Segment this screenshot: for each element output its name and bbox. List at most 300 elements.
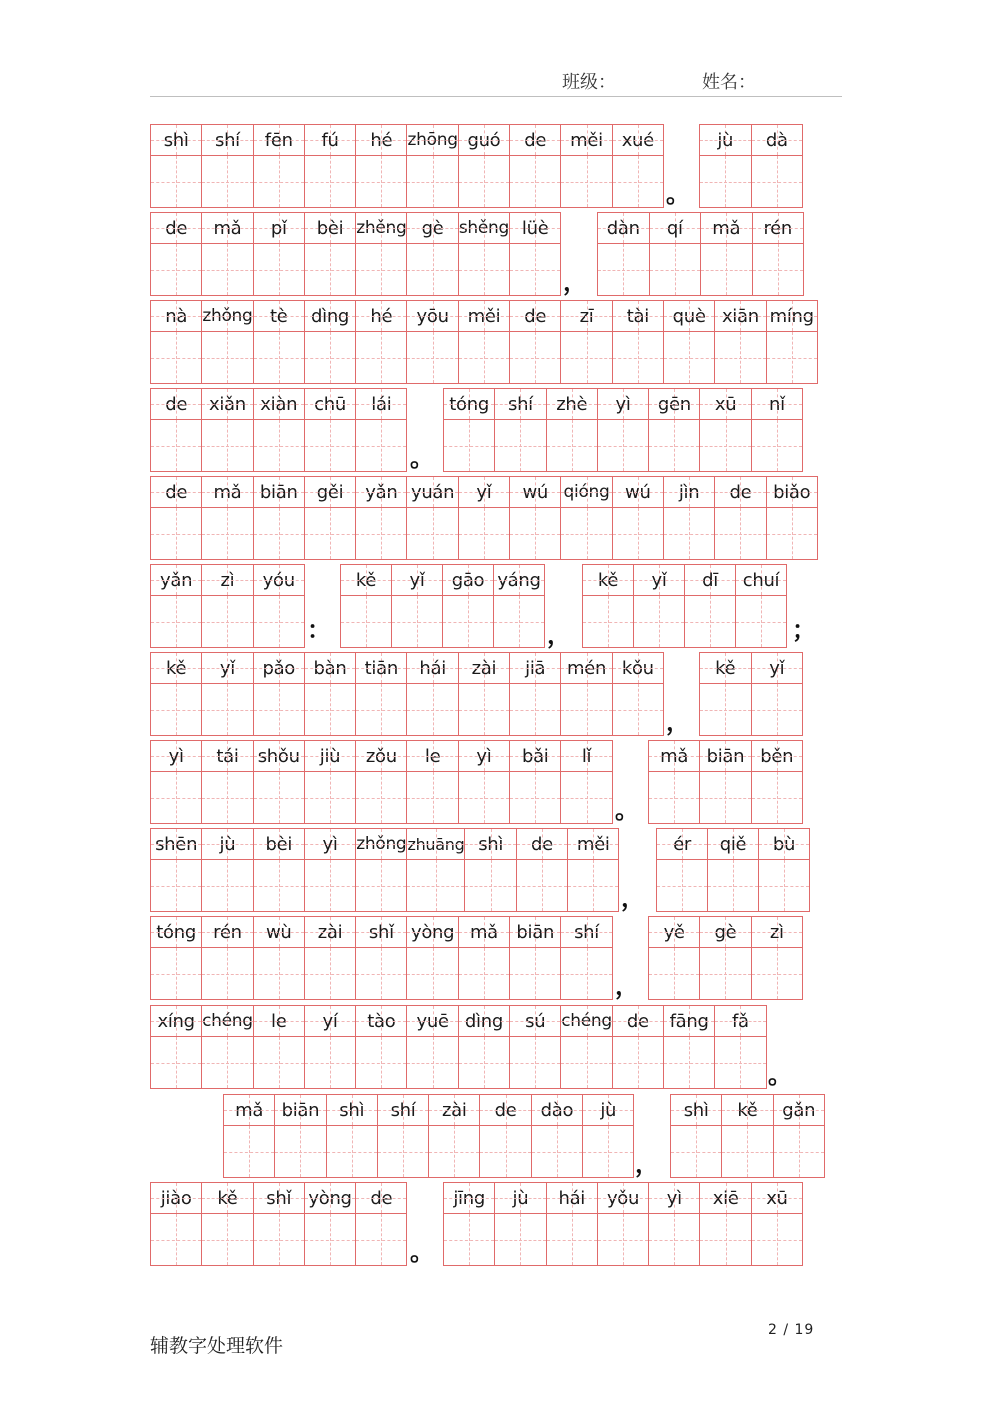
writing-cell[interactable] bbox=[560, 476, 612, 560]
writing-cell[interactable] bbox=[699, 124, 752, 208]
hanzi-box[interactable] bbox=[356, 1213, 406, 1265]
writing-cell[interactable] bbox=[304, 212, 356, 296]
writing-cell[interactable] bbox=[479, 1094, 531, 1178]
hanzi-box[interactable] bbox=[202, 595, 252, 647]
writing-cell[interactable] bbox=[150, 916, 202, 1000]
writing-cell[interactable] bbox=[582, 564, 634, 648]
hanzi-box[interactable] bbox=[202, 947, 252, 999]
writing-cell[interactable] bbox=[458, 476, 510, 560]
hanzi-box[interactable] bbox=[767, 331, 817, 383]
hanzi-box[interactable] bbox=[254, 859, 304, 911]
writing-cell[interactable] bbox=[509, 124, 561, 208]
hanzi-box[interactable] bbox=[561, 507, 611, 559]
writing-cell[interactable] bbox=[150, 212, 202, 296]
writing-cell[interactable] bbox=[493, 564, 545, 648]
writing-cell[interactable] bbox=[458, 916, 510, 1000]
hanzi-box[interactable] bbox=[767, 507, 817, 559]
writing-cell[interactable] bbox=[201, 388, 253, 472]
hanzi-box[interactable] bbox=[202, 1036, 252, 1088]
writing-cell[interactable] bbox=[201, 564, 253, 648]
hanzi-box[interactable] bbox=[392, 595, 442, 647]
hanzi-box[interactable] bbox=[356, 947, 406, 999]
hanzi-box[interactable] bbox=[254, 331, 304, 383]
hanzi-box[interactable] bbox=[547, 419, 597, 471]
hanzi-box[interactable] bbox=[583, 1125, 633, 1177]
hanzi-box[interactable] bbox=[459, 1036, 509, 1088]
hanzi-box[interactable] bbox=[510, 507, 560, 559]
hanzi-box[interactable] bbox=[671, 1125, 721, 1177]
writing-cell[interactable] bbox=[766, 476, 818, 560]
writing-cell[interactable] bbox=[377, 1094, 429, 1178]
writing-cell[interactable] bbox=[201, 1182, 253, 1266]
writing-cell[interactable] bbox=[201, 652, 253, 736]
hanzi-box[interactable] bbox=[649, 1213, 699, 1265]
hanzi-box[interactable] bbox=[407, 683, 457, 735]
writing-cell[interactable] bbox=[735, 564, 787, 648]
hanzi-box[interactable] bbox=[151, 859, 201, 911]
writing-cell[interactable] bbox=[406, 1005, 458, 1089]
hanzi-box[interactable] bbox=[151, 1213, 201, 1265]
hanzi-box[interactable] bbox=[753, 243, 804, 295]
writing-cell[interactable] bbox=[150, 564, 202, 648]
writing-cell[interactable] bbox=[150, 476, 202, 560]
writing-cell[interactable] bbox=[304, 916, 356, 1000]
writing-cell[interactable] bbox=[304, 1182, 356, 1266]
hanzi-box[interactable] bbox=[495, 419, 545, 471]
hanzi-box[interactable] bbox=[752, 419, 802, 471]
writing-cell[interactable] bbox=[253, 212, 305, 296]
writing-cell[interactable] bbox=[355, 1005, 407, 1089]
writing-cell[interactable] bbox=[648, 916, 700, 1000]
hanzi-box[interactable] bbox=[700, 419, 750, 471]
writing-cell[interactable] bbox=[714, 1005, 766, 1089]
hanzi-box[interactable] bbox=[701, 243, 752, 295]
writing-cell[interactable] bbox=[355, 652, 407, 736]
hanzi-box[interactable] bbox=[613, 683, 663, 735]
hanzi-box[interactable] bbox=[517, 859, 567, 911]
hanzi-box[interactable] bbox=[510, 155, 560, 207]
hanzi-box[interactable] bbox=[613, 331, 663, 383]
hanzi-box[interactable] bbox=[583, 595, 633, 647]
writing-cell[interactable] bbox=[355, 300, 407, 384]
hanzi-box[interactable] bbox=[202, 155, 252, 207]
hanzi-box[interactable] bbox=[561, 1036, 611, 1088]
writing-cell[interactable] bbox=[150, 300, 202, 384]
writing-cell[interactable] bbox=[766, 300, 818, 384]
hanzi-box[interactable] bbox=[254, 595, 304, 647]
writing-cell[interactable] bbox=[304, 124, 356, 208]
hanzi-box[interactable] bbox=[407, 947, 457, 999]
writing-cell[interactable] bbox=[699, 740, 751, 824]
hanzi-box[interactable] bbox=[510, 1036, 560, 1088]
hanzi-box[interactable] bbox=[443, 595, 493, 647]
hanzi-box[interactable] bbox=[752, 947, 802, 999]
hanzi-box[interactable] bbox=[407, 507, 457, 559]
writing-cell[interactable] bbox=[355, 476, 407, 560]
writing-cell[interactable] bbox=[612, 1005, 664, 1089]
hanzi-box[interactable] bbox=[664, 331, 714, 383]
hanzi-box[interactable] bbox=[305, 683, 355, 735]
hanzi-box[interactable] bbox=[151, 683, 201, 735]
hanzi-box[interactable] bbox=[649, 947, 699, 999]
hanzi-box[interactable] bbox=[356, 859, 406, 911]
writing-cell[interactable] bbox=[304, 1005, 356, 1089]
writing-cell[interactable] bbox=[253, 1005, 305, 1089]
hanzi-box[interactable] bbox=[356, 243, 406, 295]
hanzi-box[interactable] bbox=[752, 1213, 802, 1265]
hanzi-box[interactable] bbox=[649, 771, 699, 823]
writing-cell[interactable] bbox=[150, 124, 202, 208]
hanzi-box[interactable] bbox=[480, 1125, 530, 1177]
writing-cell[interactable] bbox=[253, 476, 305, 560]
writing-cell[interactable] bbox=[560, 652, 612, 736]
hanzi-box[interactable] bbox=[613, 507, 663, 559]
writing-cell[interactable] bbox=[656, 828, 708, 912]
writing-cell[interactable] bbox=[458, 740, 510, 824]
writing-cell[interactable] bbox=[751, 1182, 803, 1266]
writing-cell[interactable] bbox=[253, 828, 305, 912]
hanzi-box[interactable] bbox=[202, 507, 252, 559]
hanzi-box[interactable] bbox=[327, 1125, 377, 1177]
writing-cell[interactable] bbox=[150, 388, 202, 472]
writing-cell[interactable] bbox=[464, 828, 516, 912]
writing-cell[interactable] bbox=[428, 1094, 480, 1178]
writing-cell[interactable] bbox=[223, 1094, 275, 1178]
writing-cell[interactable] bbox=[567, 828, 619, 912]
hanzi-box[interactable] bbox=[459, 771, 509, 823]
writing-cell[interactable] bbox=[304, 652, 356, 736]
hanzi-box[interactable] bbox=[305, 419, 355, 471]
hanzi-box[interactable] bbox=[356, 507, 406, 559]
hanzi-box[interactable] bbox=[510, 331, 560, 383]
hanzi-box[interactable] bbox=[151, 331, 201, 383]
hanzi-box[interactable] bbox=[700, 947, 750, 999]
writing-cell[interactable] bbox=[773, 1094, 825, 1178]
writing-cell[interactable] bbox=[648, 1182, 700, 1266]
hanzi-box[interactable] bbox=[151, 947, 201, 999]
writing-cell[interactable] bbox=[516, 828, 568, 912]
hanzi-box[interactable] bbox=[547, 1213, 597, 1265]
writing-cell[interactable] bbox=[509, 740, 561, 824]
hanzi-box[interactable] bbox=[407, 331, 457, 383]
writing-cell[interactable] bbox=[758, 828, 810, 912]
hanzi-box[interactable] bbox=[305, 1036, 355, 1088]
writing-cell[interactable] bbox=[560, 916, 612, 1000]
writing-cell[interactable] bbox=[751, 124, 804, 208]
writing-cell[interactable] bbox=[355, 740, 407, 824]
writing-cell[interactable] bbox=[752, 212, 805, 296]
writing-cell[interactable] bbox=[458, 300, 510, 384]
hanzi-box[interactable] bbox=[598, 419, 648, 471]
writing-cell[interactable] bbox=[150, 828, 202, 912]
writing-cell[interactable] bbox=[699, 652, 752, 736]
writing-cell[interactable] bbox=[406, 124, 458, 208]
hanzi-box[interactable] bbox=[722, 1125, 772, 1177]
hanzi-box[interactable] bbox=[202, 243, 252, 295]
hanzi-box[interactable] bbox=[254, 155, 304, 207]
writing-cell[interactable] bbox=[648, 740, 700, 824]
writing-cell[interactable] bbox=[253, 564, 305, 648]
writing-cell[interactable] bbox=[751, 652, 804, 736]
hanzi-box[interactable] bbox=[657, 859, 707, 911]
writing-cell[interactable] bbox=[509, 476, 561, 560]
writing-cell[interactable] bbox=[751, 916, 803, 1000]
hanzi-box[interactable] bbox=[202, 683, 252, 735]
writing-cell[interactable] bbox=[201, 300, 253, 384]
writing-cell[interactable] bbox=[509, 300, 561, 384]
writing-cell[interactable] bbox=[150, 740, 202, 824]
writing-cell[interactable] bbox=[340, 564, 392, 648]
writing-cell[interactable] bbox=[201, 212, 253, 296]
hanzi-box[interactable] bbox=[700, 1213, 750, 1265]
writing-cell[interactable] bbox=[304, 740, 356, 824]
writing-cell[interactable] bbox=[509, 1005, 561, 1089]
hanzi-box[interactable] bbox=[151, 243, 201, 295]
hanzi-box[interactable] bbox=[598, 1213, 648, 1265]
hanzi-box[interactable] bbox=[305, 947, 355, 999]
hanzi-box[interactable] bbox=[305, 243, 355, 295]
writing-cell[interactable] bbox=[560, 124, 612, 208]
writing-cell[interactable] bbox=[714, 300, 766, 384]
hanzi-box[interactable] bbox=[407, 771, 457, 823]
writing-cell[interactable] bbox=[663, 476, 715, 560]
hanzi-box[interactable] bbox=[407, 243, 457, 295]
hanzi-box[interactable] bbox=[202, 419, 252, 471]
hanzi-box[interactable] bbox=[459, 683, 509, 735]
writing-cell[interactable] bbox=[253, 124, 305, 208]
hanzi-box[interactable] bbox=[429, 1125, 479, 1177]
hanzi-box[interactable] bbox=[649, 419, 699, 471]
hanzi-box[interactable] bbox=[305, 771, 355, 823]
hanzi-box[interactable] bbox=[151, 507, 201, 559]
writing-cell[interactable] bbox=[406, 300, 458, 384]
writing-cell[interactable] bbox=[700, 212, 753, 296]
writing-cell[interactable] bbox=[560, 740, 612, 824]
writing-cell[interactable] bbox=[494, 1182, 546, 1266]
hanzi-box[interactable] bbox=[759, 859, 809, 911]
hanzi-box[interactable] bbox=[254, 947, 304, 999]
hanzi-box[interactable] bbox=[685, 595, 735, 647]
writing-cell[interactable] bbox=[714, 476, 766, 560]
writing-cell[interactable] bbox=[509, 212, 561, 296]
hanzi-box[interactable] bbox=[510, 771, 560, 823]
writing-cell[interactable] bbox=[597, 388, 649, 472]
hanzi-box[interactable] bbox=[254, 1036, 304, 1088]
writing-cell[interactable] bbox=[355, 124, 407, 208]
writing-cell[interactable] bbox=[721, 1094, 773, 1178]
writing-cell[interactable] bbox=[612, 652, 664, 736]
writing-cell[interactable] bbox=[458, 124, 510, 208]
hanzi-box[interactable] bbox=[715, 331, 765, 383]
writing-cell[interactable] bbox=[751, 740, 803, 824]
writing-cell[interactable] bbox=[699, 388, 751, 472]
hanzi-box[interactable] bbox=[664, 507, 714, 559]
writing-cell[interactable] bbox=[699, 1182, 751, 1266]
writing-cell[interactable] bbox=[253, 740, 305, 824]
writing-cell[interactable] bbox=[150, 652, 202, 736]
writing-cell[interactable] bbox=[201, 1005, 253, 1089]
hanzi-box[interactable] bbox=[510, 683, 560, 735]
hanzi-box[interactable] bbox=[341, 595, 391, 647]
writing-cell[interactable] bbox=[597, 212, 650, 296]
hanzi-box[interactable] bbox=[305, 859, 355, 911]
writing-cell[interactable] bbox=[633, 564, 685, 648]
writing-cell[interactable] bbox=[355, 212, 407, 296]
writing-cell[interactable] bbox=[458, 1005, 510, 1089]
hanzi-box[interactable] bbox=[356, 771, 406, 823]
hanzi-box[interactable] bbox=[532, 1125, 582, 1177]
writing-cell[interactable] bbox=[201, 916, 253, 1000]
writing-cell[interactable] bbox=[560, 300, 612, 384]
hanzi-box[interactable] bbox=[561, 947, 611, 999]
writing-cell[interactable] bbox=[201, 476, 253, 560]
writing-cell[interactable] bbox=[612, 124, 664, 208]
writing-cell[interactable] bbox=[699, 916, 751, 1000]
hanzi-box[interactable] bbox=[700, 771, 750, 823]
hanzi-box[interactable] bbox=[752, 771, 802, 823]
writing-cell[interactable] bbox=[274, 1094, 326, 1178]
hanzi-box[interactable] bbox=[202, 1213, 252, 1265]
writing-cell[interactable] bbox=[201, 740, 253, 824]
hanzi-box[interactable] bbox=[151, 1036, 201, 1088]
hanzi-box[interactable] bbox=[459, 331, 509, 383]
hanzi-box[interactable] bbox=[700, 155, 751, 207]
writing-cell[interactable] bbox=[707, 828, 759, 912]
writing-cell[interactable] bbox=[304, 476, 356, 560]
writing-cell[interactable] bbox=[560, 1005, 612, 1089]
hanzi-box[interactable] bbox=[305, 331, 355, 383]
writing-cell[interactable] bbox=[648, 388, 700, 472]
hanzi-box[interactable] bbox=[305, 507, 355, 559]
hanzi-box[interactable] bbox=[459, 507, 509, 559]
hanzi-box[interactable] bbox=[151, 155, 201, 207]
writing-cell[interactable] bbox=[355, 828, 407, 912]
writing-cell[interactable] bbox=[531, 1094, 583, 1178]
writing-cell[interactable] bbox=[406, 476, 458, 560]
hanzi-box[interactable] bbox=[664, 1036, 714, 1088]
writing-cell[interactable] bbox=[201, 828, 253, 912]
hanzi-box[interactable] bbox=[715, 1036, 765, 1088]
hanzi-box[interactable] bbox=[378, 1125, 428, 1177]
writing-cell[interactable] bbox=[663, 1005, 715, 1089]
hanzi-box[interactable] bbox=[459, 155, 509, 207]
writing-cell[interactable] bbox=[253, 916, 305, 1000]
hanzi-box[interactable] bbox=[715, 507, 765, 559]
hanzi-box[interactable] bbox=[561, 331, 611, 383]
hanzi-box[interactable] bbox=[613, 1036, 663, 1088]
writing-cell[interactable] bbox=[406, 212, 458, 296]
hanzi-box[interactable] bbox=[444, 1213, 494, 1265]
writing-cell[interactable] bbox=[304, 388, 356, 472]
writing-cell[interactable] bbox=[391, 564, 443, 648]
writing-cell[interactable] bbox=[442, 564, 494, 648]
hanzi-box[interactable] bbox=[752, 155, 803, 207]
writing-cell[interactable] bbox=[253, 300, 305, 384]
hanzi-box[interactable] bbox=[708, 859, 758, 911]
hanzi-box[interactable] bbox=[202, 771, 252, 823]
hanzi-box[interactable] bbox=[254, 771, 304, 823]
writing-cell[interactable] bbox=[597, 1182, 649, 1266]
hanzi-box[interactable] bbox=[752, 683, 803, 735]
hanzi-box[interactable] bbox=[356, 155, 406, 207]
hanzi-box[interactable] bbox=[407, 155, 457, 207]
writing-cell[interactable] bbox=[443, 1182, 495, 1266]
hanzi-box[interactable] bbox=[202, 331, 252, 383]
writing-cell[interactable] bbox=[612, 300, 664, 384]
writing-cell[interactable] bbox=[582, 1094, 634, 1178]
writing-cell[interactable] bbox=[304, 828, 356, 912]
hanzi-box[interactable] bbox=[568, 859, 618, 911]
hanzi-box[interactable] bbox=[736, 595, 786, 647]
writing-cell[interactable] bbox=[253, 652, 305, 736]
hanzi-box[interactable] bbox=[598, 243, 649, 295]
hanzi-box[interactable] bbox=[151, 595, 201, 647]
writing-cell[interactable] bbox=[253, 388, 305, 472]
writing-cell[interactable] bbox=[201, 124, 253, 208]
hanzi-box[interactable] bbox=[613, 155, 663, 207]
hanzi-box[interactable] bbox=[202, 859, 252, 911]
hanzi-box[interactable] bbox=[444, 419, 494, 471]
hanzi-box[interactable] bbox=[356, 331, 406, 383]
hanzi-box[interactable] bbox=[356, 683, 406, 735]
writing-cell[interactable] bbox=[406, 740, 458, 824]
writing-cell[interactable] bbox=[509, 916, 561, 1000]
writing-cell[interactable] bbox=[355, 388, 407, 472]
writing-cell[interactable] bbox=[406, 916, 458, 1000]
writing-cell[interactable] bbox=[670, 1094, 722, 1178]
hanzi-box[interactable] bbox=[305, 155, 355, 207]
hanzi-box[interactable] bbox=[254, 683, 304, 735]
writing-cell[interactable] bbox=[304, 300, 356, 384]
hanzi-box[interactable] bbox=[459, 947, 509, 999]
writing-cell[interactable] bbox=[649, 212, 702, 296]
writing-cell[interactable] bbox=[509, 652, 561, 736]
writing-cell[interactable] bbox=[443, 388, 495, 472]
writing-cell[interactable] bbox=[355, 1182, 407, 1266]
hanzi-box[interactable] bbox=[494, 595, 544, 647]
hanzi-box[interactable] bbox=[151, 771, 201, 823]
writing-cell[interactable] bbox=[663, 300, 715, 384]
writing-cell[interactable] bbox=[458, 652, 510, 736]
writing-cell[interactable] bbox=[684, 564, 736, 648]
writing-cell[interactable] bbox=[150, 1182, 202, 1266]
hanzi-box[interactable] bbox=[356, 419, 406, 471]
hanzi-box[interactable] bbox=[510, 243, 560, 295]
hanzi-box[interactable] bbox=[510, 947, 560, 999]
hanzi-box[interactable] bbox=[151, 419, 201, 471]
hanzi-box[interactable] bbox=[254, 1213, 304, 1265]
writing-cell[interactable] bbox=[406, 652, 458, 736]
writing-cell[interactable] bbox=[546, 388, 598, 472]
hanzi-box[interactable] bbox=[634, 595, 684, 647]
hanzi-box[interactable] bbox=[407, 1036, 457, 1088]
hanzi-box[interactable] bbox=[459, 243, 509, 295]
hanzi-box[interactable] bbox=[275, 1125, 325, 1177]
writing-cell[interactable] bbox=[546, 1182, 598, 1266]
hanzi-box[interactable] bbox=[356, 1036, 406, 1088]
hanzi-box[interactable] bbox=[254, 419, 304, 471]
hanzi-box[interactable] bbox=[774, 1125, 824, 1177]
writing-cell[interactable] bbox=[612, 476, 664, 560]
writing-cell[interactable] bbox=[751, 388, 803, 472]
hanzi-box[interactable] bbox=[561, 683, 611, 735]
writing-cell[interactable] bbox=[458, 212, 510, 296]
hanzi-box[interactable] bbox=[254, 243, 304, 295]
writing-cell[interactable] bbox=[150, 1005, 202, 1089]
hanzi-box[interactable] bbox=[561, 155, 611, 207]
writing-cell[interactable] bbox=[494, 388, 546, 472]
hanzi-box[interactable] bbox=[650, 243, 701, 295]
